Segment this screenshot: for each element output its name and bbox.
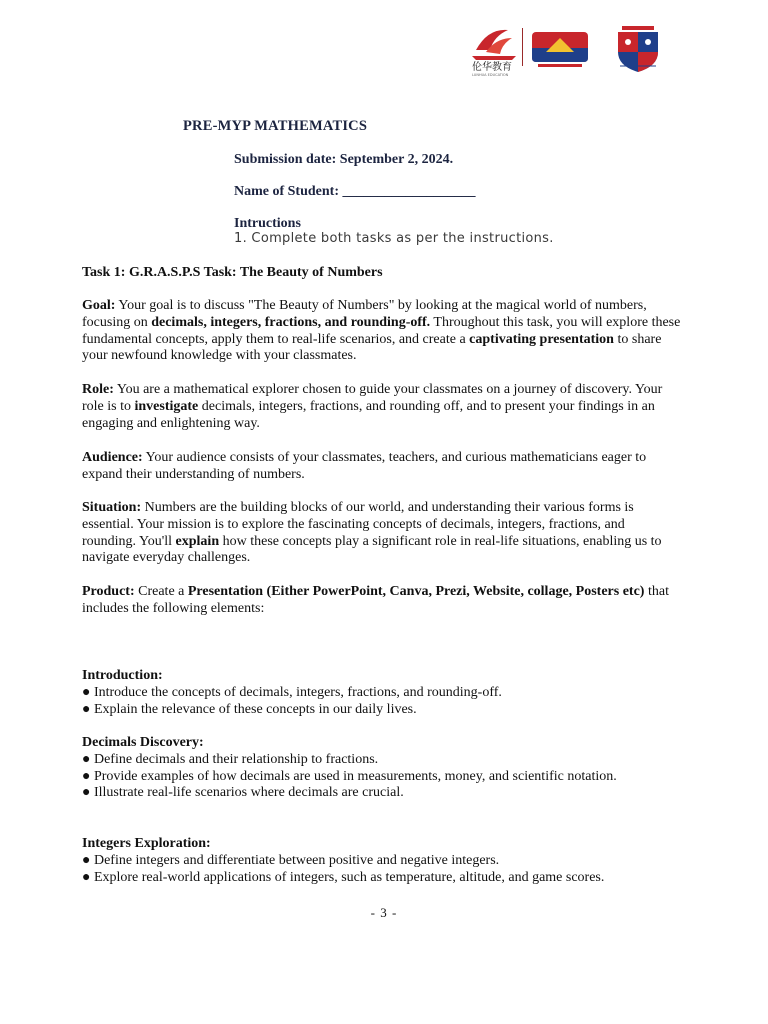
decimals-heading: Decimals Discovery: <box>82 735 204 750</box>
situation-paragraph <box>82 500 682 567</box>
svg-text:LUNHUA EDUCATION: LUNHUA EDUCATION <box>472 73 509 77</box>
product-bold-1: Presentation (Either PowerPoint, Canva, Prezi, Website, collage, Posters etc) <box>187 584 645 599</box>
goal-bold-1: decimals, integers, fractions, and rounding-off. <box>151 314 431 330</box>
instructions-heading: Intructions <box>234 216 301 231</box>
product-text-2: that includes the following elements: <box>82 584 669 616</box>
role-label: Role: <box>82 382 114 397</box>
audience-paragraph <box>82 450 682 484</box>
instructions-line: 1. Complete both tasks as per the instructions. <box>234 231 554 246</box>
list-item: ● Illustrate real-life scenarios where decimals are crucial. <box>82 785 404 801</box>
situation-label: Situation: <box>82 500 142 515</box>
audience-label: Audience: <box>82 450 143 465</box>
product-paragraph <box>82 584 682 618</box>
role-text-1: You are a mathematical explorer chosen to guide your classmates on a journey of discovery. Your role is to <box>82 382 663 414</box>
list-item: ● Define decimals and their relationship to fractions. <box>82 751 379 767</box>
situation-text-1: Numbers are the building blocks of our world, and understanding their various forms is essential. Your mission is to explore the fascinating concepts of decimals, integers, fractions, and rounding. You'll <box>82 500 634 549</box>
task-heading-text: Task 1: G.R.A.S.P.S Task: The Beauty of Numbers <box>82 265 383 280</box>
shield-crest-logo <box>610 22 666 74</box>
integers-section <box>82 836 682 886</box>
product-text-1: Create a <box>134 584 188 599</box>
situation-text-2: how these concepts play a significant role in real-life situations, enabling us to navigate everyday challenges. <box>82 533 662 566</box>
introduction-section <box>82 668 682 718</box>
goal-text-2: Throughout this task, you will explore these fundamental concepts, apply them to real-life scenarios, and create a <box>82 314 681 347</box>
student-name-field: Name of Student: ___________________ <box>234 184 476 199</box>
list-item: ● Explore real-world applications of integers, such as temperature, altitude, and game scores. <box>82 869 605 885</box>
product-label: Product: <box>82 584 135 599</box>
task-heading <box>82 265 682 282</box>
lunhua-logo <box>468 22 524 78</box>
goal-text-1: Your goal is to discuss "The Beauty of Numbers" by looking at the magical world of numbers, focusing on <box>82 298 647 330</box>
goal-text-3: to share your newfound knowledge with your classmates. <box>82 331 662 364</box>
list-item: ● Define integers and differentiate between positive and negative integers. <box>82 852 500 868</box>
list-item: ● Provide examples of how decimals are used in measurements, money, and scientific notation. <box>82 768 617 784</box>
introduction-heading: Introduction: <box>82 668 163 683</box>
page-title: PRE-MYP MATHEMATICS <box>183 118 368 134</box>
role-text-2: decimals, integers, fractions, and rounding off, and to present your findings in an engaging and enlightening way. <box>82 398 655 431</box>
list-item: ● Introduce the concepts of decimals, integers, fractions, and rounding-off. <box>82 684 502 700</box>
svg-text:伦华教育: 伦华教育 <box>472 62 512 73</box>
role-paragraph <box>82 382 682 432</box>
page-number: - 3 - <box>370 905 398 920</box>
goal-label: Goal: <box>82 298 116 313</box>
header-logos <box>468 22 668 78</box>
decimals-section <box>82 735 682 802</box>
school-crest-logo <box>528 26 592 70</box>
goal-bold-2: captivating presentation <box>469 331 614 347</box>
role-bold-1: investigate <box>134 398 199 414</box>
submission-date: Submission date: September 2, 2024. <box>234 152 454 167</box>
situation-bold-1: explain <box>175 533 220 549</box>
audience-text-1: Your audience consists of your classmates, teachers, and curious mathematicians eager to expand their understanding of numbers. <box>82 450 647 482</box>
list-item: ● Explain the relevance of these concepts in our daily lives. <box>82 701 417 717</box>
logo-divider <box>522 28 523 66</box>
integers-heading: Integers Exploration: <box>82 836 211 851</box>
goal-paragraph <box>82 298 682 365</box>
